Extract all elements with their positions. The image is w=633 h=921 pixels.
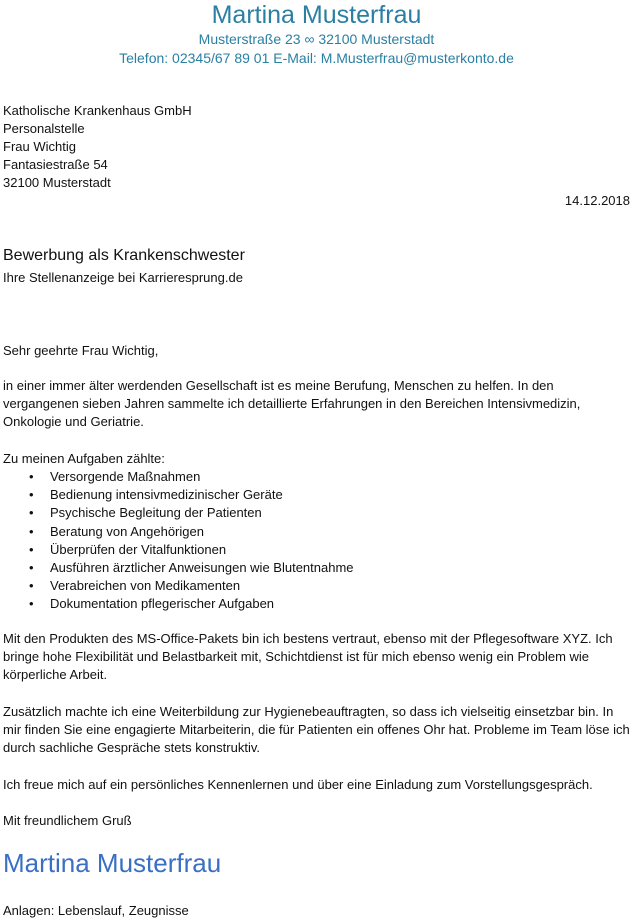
list-item [3,541,354,559]
list-item [3,559,354,577]
recipient-line: Katholische Krankenhaus GmbH [3,103,192,118]
salutation: Sehr geehrte Frau Wichtig, [3,343,159,358]
bullet-icon: • [29,487,34,503]
paragraph-skills: Mit den Produkten des MS-Office-Pakets bin ich bestens vertraut, ebenso mit der Pflegesoftware XYZ. Ich bringe hohe Flexibilität und Belastbarkeit mit, Schichtdienst ist für mich ebenso wenig ein Problem wie körperliche Arbeit. [3,631,613,683]
recipient-line: Frau Wichtig [3,139,76,154]
bullet-icon: • [29,505,34,521]
attachments: Anlagen: Lebenslauf, Zeugnisse [3,903,189,918]
task-text: Bedienung intensivmedizinischer Geräte [50,487,283,503]
sender-name: Martina Musterfrau [211,1,422,29]
tasks-intro: Zu meinen Aufgaben zählte: [3,451,165,466]
bullet-icon: • [29,596,34,612]
task-text: Verabreichen von Medikamenten [50,578,241,594]
task-list [3,468,354,614]
bullet-icon: • [29,560,34,576]
subject-reference: Ihre Stellenanzeige bei Karrieresprung.de [3,270,243,285]
signature: Martina Musterfrau [3,848,222,878]
task-text: Beratung von Angehörigen [50,523,204,539]
sender-contact: Telefon: 02345/67 89 01 E-Mail: M.Musterfrau@musterkonto.de [119,50,514,66]
sender-address: Musterstraße 23 ∞ 32100 Musterstadt [198,31,435,47]
list-item [3,595,354,613]
list-item [3,504,354,522]
subject-title: Bewerbung als Krankenschwester [3,247,245,264]
list-item [3,523,354,541]
task-text: Dokumentation pflegerischer Aufgaben [50,596,275,612]
paragraph-closing: Ich freue mich auf ein persönliches Kennenlernen und über eine Einladung zum Vorstellungsgespräch. [3,777,593,792]
paragraph-training: Zusätzlich machte ich eine Weiterbildung zur Hygienebeauftragten, so dass ich vielseitig einsetzbar bin. In mir finden Sie eine engagierte Mitarbeiterin, die für Patienten ein offenes Ohr hat. Probleme im Team löse ich durch sachliche Gespräche stets konstruktiv. [3,704,630,756]
list-item [3,486,354,504]
recipient-line: 32100 Musterstadt [3,175,111,190]
bullet-icon: • [29,469,34,484]
recipient-address [3,102,192,192]
paragraph-intro: in einer immer älter werdenden Gesellschaft ist es meine Berufung, Menschen zu helfen. In den vergangenen sieben Jahren sammelte ich detaillierte Erfahrungen in den Bereichen Intensivmedizin, Onkologie und Geriatrie. [3,378,581,430]
recipient-line: Fantasiestraße 54 [3,157,108,172]
bullet-icon: • [29,541,34,557]
task-text: Psychische Begleitung der Patienten [50,505,262,521]
task-text: Versorgende Maßnahmen [50,469,201,484]
task-text: Ausführen ärztlicher Anweisungen wie Blutentnahme [50,560,354,576]
list-item [3,468,354,486]
list-item [3,577,354,595]
letter-date: 14.12.2018 [564,193,630,208]
recipient-line: Personalstelle [3,121,85,136]
bullet-icon: • [29,578,34,594]
task-text: Überprüfen der Vitalfunktionen [50,541,227,557]
closing-phrase: Mit freundlichem Gruß [3,813,132,828]
bullet-icon: • [29,523,34,539]
